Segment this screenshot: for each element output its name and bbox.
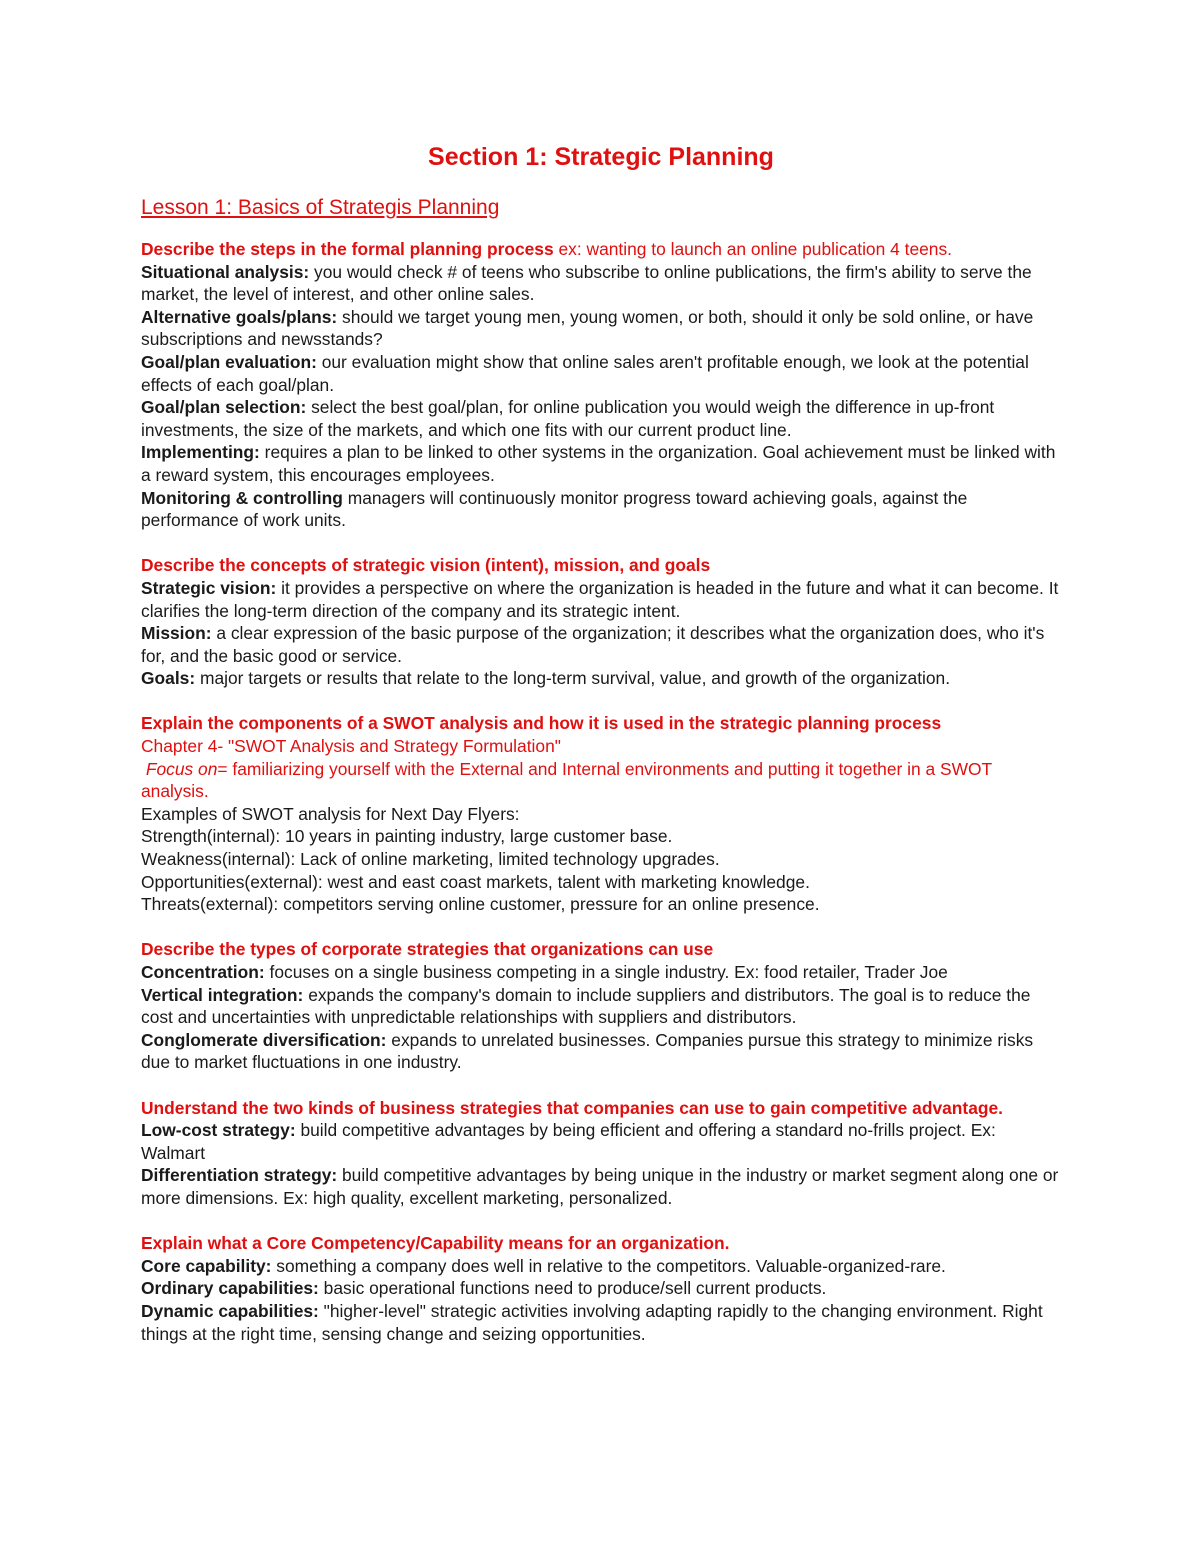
definition-term: Goal/plan selection:: [141, 397, 307, 418]
section-business-strategies: [141, 1097, 1061, 1210]
definition-text: focuses on a single business competing in a single industry. Ex: food retailer, Trader Joe: [264, 962, 948, 982]
definition-term: Monitoring & controlling: [141, 487, 343, 508]
question-heading: [141, 238, 1061, 261]
section-vision-mission: [141, 554, 1061, 690]
document-page: [141, 140, 1061, 1368]
question-heading: Explain what a Core Competency/Capability means for an organization.: [141, 1233, 730, 1254]
swot-line: Threats(external): competitors serving online customer, pressure for an online presence.: [141, 894, 820, 915]
definition-item: [141, 1119, 1061, 1164]
section-swot: [141, 712, 1061, 915]
definition-text: something a company does well in relative to the competitors. Valuable-organized-rare.: [271, 1255, 946, 1276]
definition-term: Core capability:: [141, 1255, 272, 1276]
definition-item: [141, 667, 1061, 690]
question-heading: Understand the two kinds of business strategies that companies can use to gain competitive advantage.: [141, 1097, 1003, 1118]
definition-term: Dynamic capabilities:: [141, 1300, 319, 1321]
definition-term: Low-cost strategy:: [141, 1120, 296, 1141]
definition-text: build competitive advantages by being unique in the industry or market segment along one or more dimensions. Ex: high quality, excellent marketing, personalized.: [141, 1165, 1059, 1208]
definition-text: should we target young men, young women, or both, should it only be sold online, or have subscriptions and newsstands?: [141, 306, 1034, 350]
swot-line: Examples of SWOT analysis for Next Day Flyers:: [141, 803, 520, 824]
definition-text: requires a plan to be linked to other systems in the organization. Goal achievement must be linked with a reward system, this encourages employees.: [141, 442, 1056, 485]
definition-item: [141, 1164, 1061, 1209]
question-heading: Explain the components of a SWOT analysis and how it is used in the strategic planning process: [141, 713, 942, 734]
swot-line: Opportunities(external): west and east coast markets, talent with marketing knowledge.: [141, 871, 810, 892]
focus-note: [141, 758, 1061, 803]
swot-line: Strength(internal): 10 years in painting industry, large customer base.: [141, 826, 673, 847]
focus-text: = familiarizing yourself with the External and Internal environments and putting it together in a SWOT analysis.: [141, 758, 992, 802]
definition-item: [141, 1255, 1061, 1278]
question-text: Describe the steps in the formal planning process: [141, 239, 554, 259]
definition-term: Conglomerate diversification:: [141, 1029, 387, 1050]
definition-text: managers will continuously monitor progress toward achieving goals, against the performance of work units.: [141, 487, 968, 531]
definition-item: [141, 441, 1061, 486]
definition-text: expands to unrelated businesses. Companies pursue this strategy to minimize risks due to market fluctuations in one industry.: [141, 1029, 1034, 1073]
section-core-competency: [141, 1232, 1061, 1345]
definition-item: [141, 577, 1061, 622]
lesson-heading: Lesson 1: Basics of Strategis Planning: [141, 196, 500, 219]
definition-term: Alternative goals/plans:: [141, 306, 338, 327]
question-heading: Describe the types of corporate strategies that organizations can use: [141, 939, 714, 960]
definition-item: [141, 306, 1061, 351]
definition-text: expands the company's domain to include suppliers and distributors. The goal is to reduce the cost and uncertainties with unpredictable relationships with suppliers and distributors.: [141, 984, 1031, 1028]
question-heading: Describe the concepts of strategic vision (intent), mission, and goals: [141, 555, 711, 576]
definition-term: Goal/plan evaluation:: [141, 351, 317, 372]
definition-term: Differentiation strategy:: [141, 1165, 338, 1186]
swot-line: Weakness(internal): Lack of online marketing, limited technology upgrades.: [141, 849, 720, 870]
section-planning-process: [141, 238, 1061, 532]
definition-item: [141, 1300, 1061, 1345]
definition-term: Concentration:: [141, 962, 265, 982]
definition-term: Goals:: [141, 668, 196, 689]
definition-term: Situational analysis:: [141, 261, 310, 282]
definition-term: Ordinary capabilities:: [141, 1278, 319, 1299]
definition-text: it provides a perspective on where the organization is headed in the future and what it can become. It clarifies the long-term direction of the company and its strategic intent.: [141, 577, 1059, 621]
definition-item: [141, 487, 1061, 532]
definition-text: a clear expression of the basic purpose of the organization; it describes what the organization does, who it's for, and the basic good or service.: [141, 623, 1045, 666]
definition-term: Strategic vision:: [141, 577, 277, 598]
question-example: ex: wanting to launch an online publication 4 teens.: [553, 239, 952, 259]
definition-text: basic operational functions need to produce/sell current products.: [318, 1278, 827, 1299]
definition-item: [141, 396, 1061, 441]
definition-item: [141, 984, 1061, 1029]
definition-item: [141, 261, 1061, 306]
focus-label: Focus on: [145, 758, 218, 779]
chapter-reference: Chapter 4- "SWOT Analysis and Strategy Formulation": [141, 736, 561, 757]
page-title: Section 1: Strategic Planning: [428, 143, 774, 171]
definition-text: select the best goal/plan, for online publication you would weigh the difference in up-front investments, the size of the markets, and which one fits with our current product line.: [141, 397, 995, 440]
definition-item: [141, 1277, 1061, 1300]
definition-text: build competitive advantages by being efficient and offering a standard no-frills project. Ex: Walmart: [141, 1120, 996, 1163]
definition-text: "higher-level" strategic activities involving adapting rapidly to the changing environment. Right things at the right time, sensing change and seizing opportunities.: [141, 1300, 1043, 1344]
definition-item: [141, 961, 1061, 984]
definition-term: Mission:: [141, 623, 212, 644]
definition-term: Implementing:: [141, 442, 260, 463]
definition-text: major targets or results that relate to the long-term survival, value, and growth of the organization.: [195, 668, 951, 689]
definition-term: Vertical integration:: [141, 984, 304, 1005]
definition-text: our evaluation might show that online sales aren't profitable enough, we look at the potential effects of each goal/plan.: [141, 351, 1029, 395]
definition-item: [141, 622, 1061, 667]
section-corporate-strategies: [141, 938, 1061, 1074]
definition-text: you would check # of teens who subscribe to online publications, the firm's ability to serve the market, the level of interest, and other online sales.: [141, 261, 1032, 305]
definition-item: [141, 351, 1061, 396]
definition-item: [141, 1029, 1061, 1074]
